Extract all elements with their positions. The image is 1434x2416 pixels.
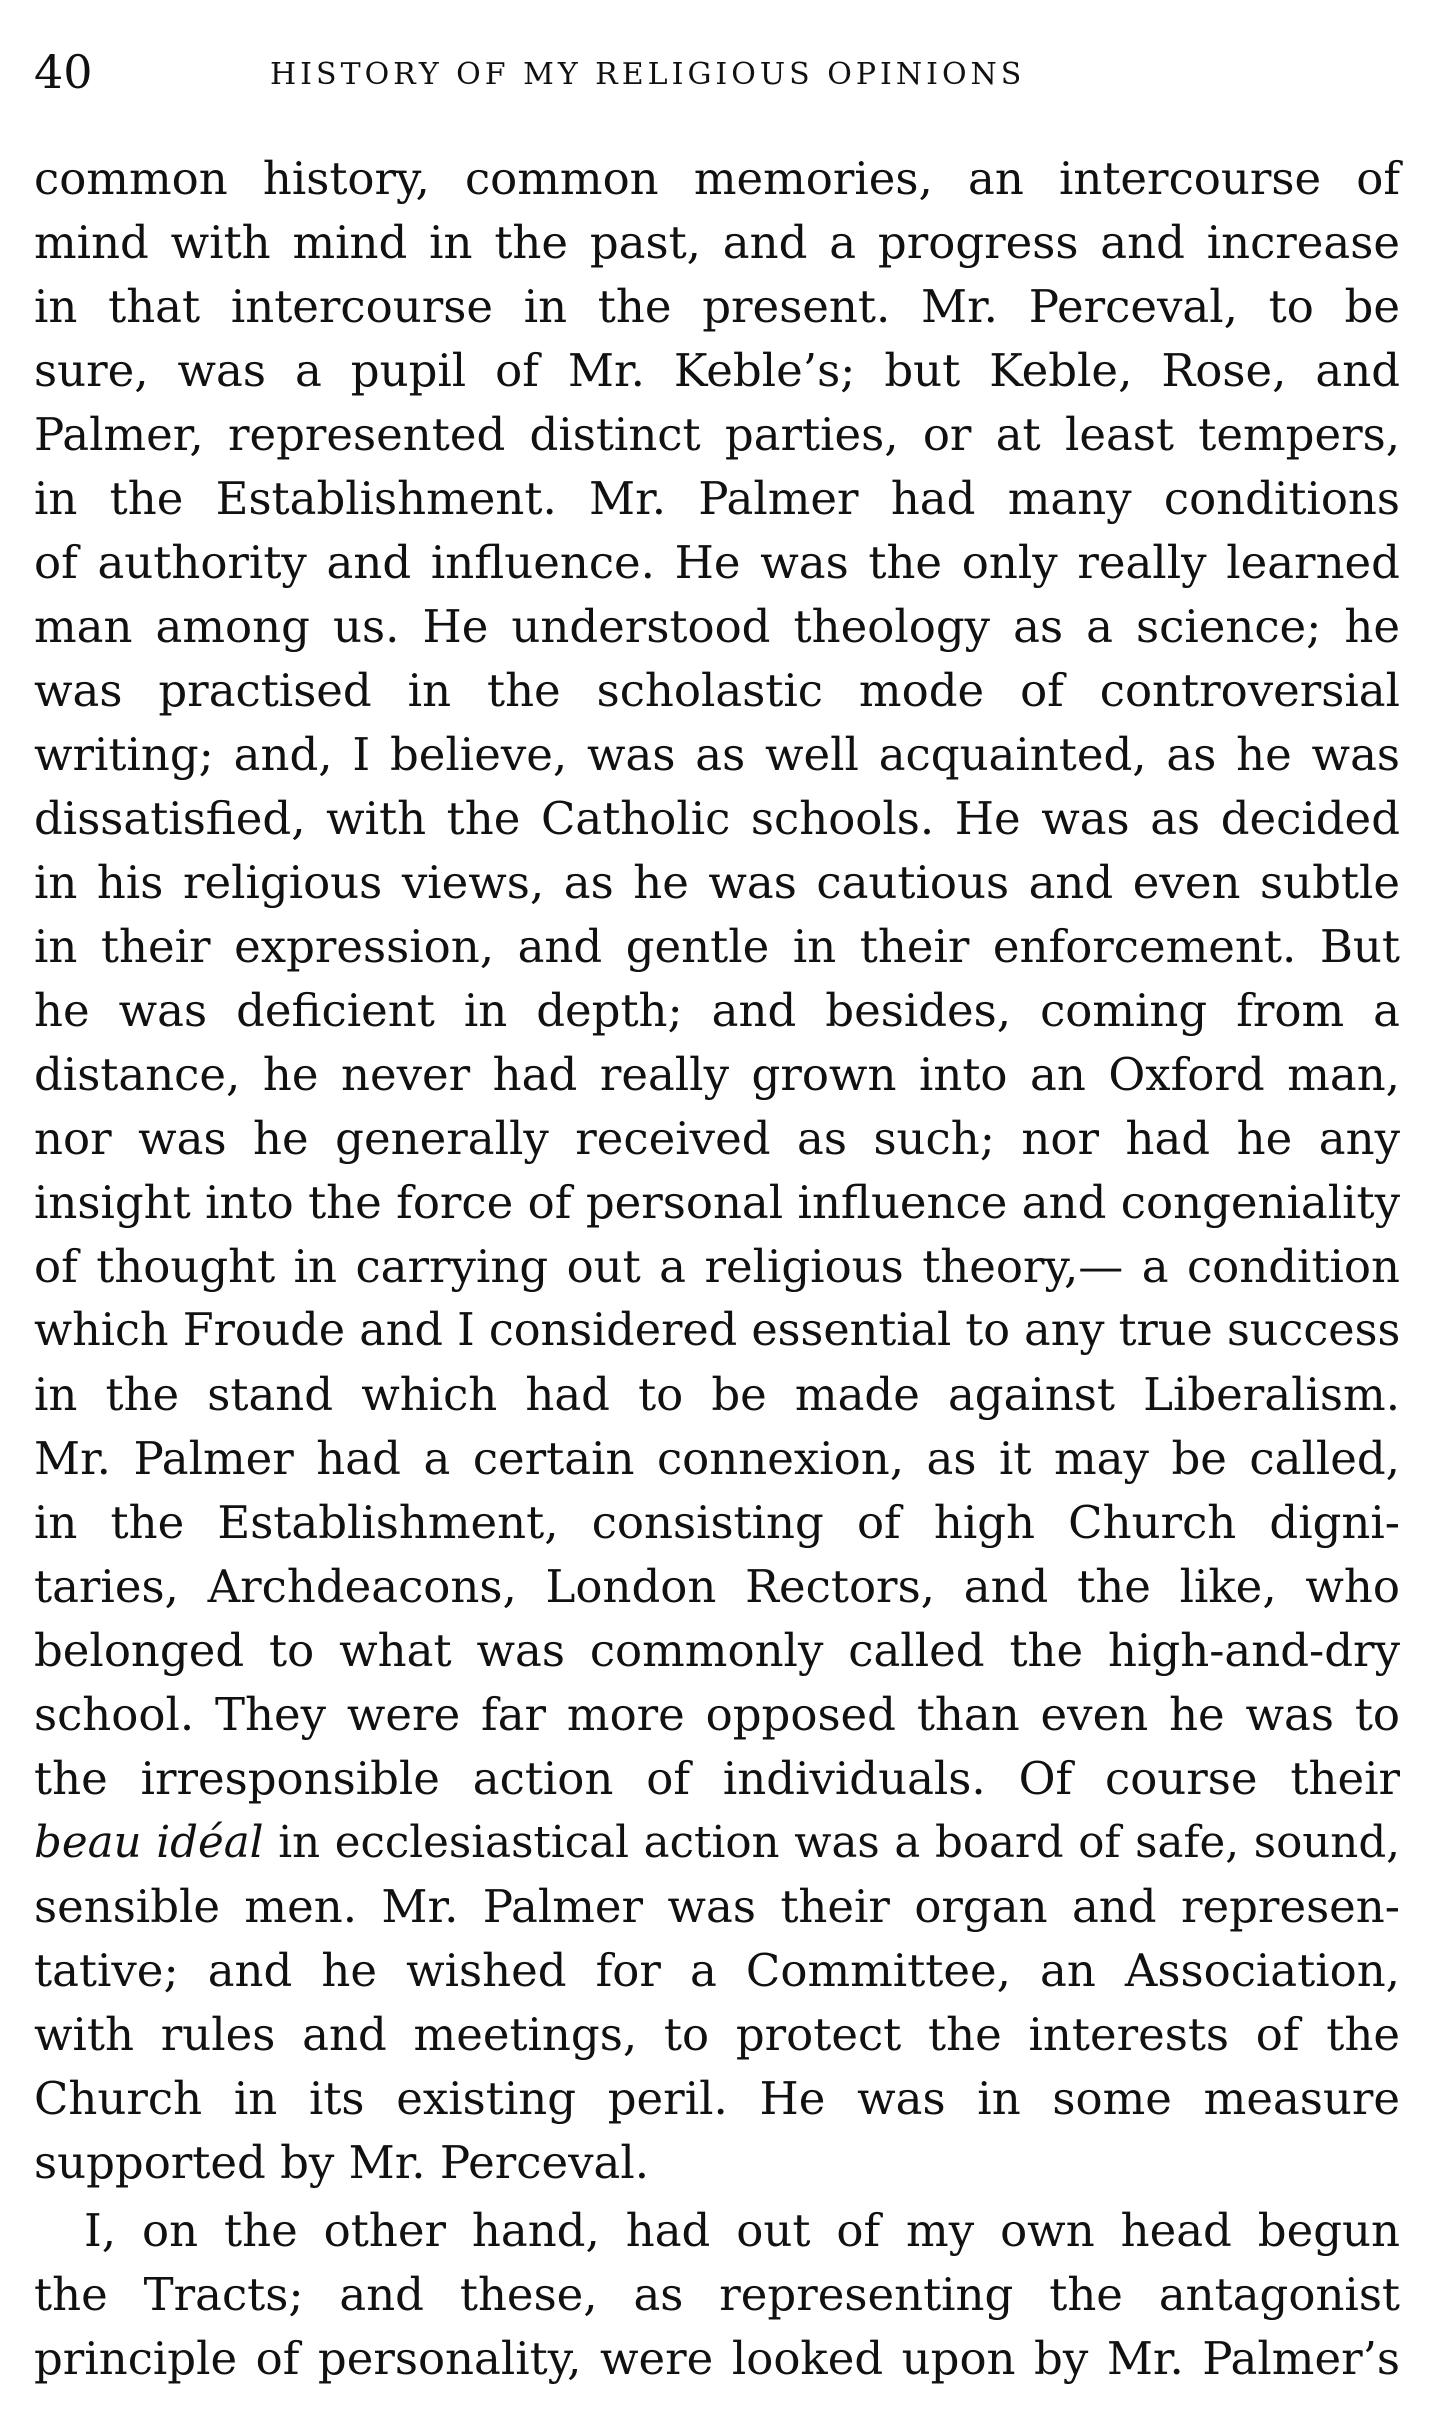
text-line: in their expression, and gentle in their enforcement. But	[34, 920, 1400, 973]
text-line: dissatisfied, with the Catholic schools. He was as decided	[34, 792, 1400, 845]
text-line: common history, common memories, an intercourse of	[34, 152, 1400, 205]
text-line: in the Establishment. Mr. Palmer had many conditions	[34, 472, 1400, 525]
text-line: sure, was a pupil of Mr. Keble’s; but Keble, Rose, and	[34, 344, 1400, 397]
running-title: HISTORY OF MY RELIGIOUS OPINIONS	[270, 57, 1026, 92]
paragraph-2	[34, 2199, 1400, 2391]
paragraph-1	[34, 147, 1400, 2195]
text-line: supported by Mr. Perceval.	[34, 2136, 650, 2189]
text-line: of thought in carrying out a religious theory,— a condition	[34, 1240, 1400, 1293]
text-line: writing; and, I believe, was as well acquainted, as he was	[34, 728, 1400, 781]
text-line: Palmer, represented distinct parties, or at least tempers,	[34, 408, 1400, 461]
text-line: Church in its existing peril. He was in some measure	[34, 2072, 1400, 2125]
text-run: in ecclesiastical action was a board of safe, sound,	[263, 1818, 1400, 1868]
text-line: taries, Archdeacons, London Rectors, and the like, who	[34, 1560, 1400, 1613]
running-head	[34, 42, 1400, 102]
text-line: the irresponsible action of individuals. Of course their	[34, 1752, 1400, 1805]
text-line: in the stand which had to be made against Liberalism.	[34, 1368, 1400, 1421]
text-line: the Tracts; and these, as representing the antagonist	[34, 2268, 1400, 2321]
text-line: sensible men. Mr. Palmer was their organ and represen-	[34, 1880, 1400, 1933]
body-text	[34, 147, 1400, 2391]
text-line: in that intercourse in the present. Mr. Perceval, to be	[34, 280, 1400, 333]
text-line: I, on the other hand, had out of my own head begun	[84, 2204, 1400, 2257]
page-number: 40	[34, 45, 93, 99]
text-line: distance, he never had really grown into an Oxford man,	[34, 1048, 1400, 1101]
text-line: which Froude and I considered essential to any true success	[34, 1305, 1401, 1356]
text-line: in the Establishment, consisting of high Church digni-	[34, 1496, 1400, 1549]
text-line: school. They were far more opposed than even he was to	[34, 1688, 1400, 1741]
text-line: was practised in the scholastic mode of controversial	[34, 664, 1400, 717]
italic-phrase: beau idéal	[34, 1818, 264, 1868]
text-line: he was deficient in depth; and besides, coming from a	[34, 984, 1400, 1037]
text-line: tative; and he wished for a Committee, an Association,	[34, 1944, 1400, 1997]
text-line	[34, 1811, 1400, 1875]
text-line: of authority and influence. He was the only really learned	[34, 536, 1400, 589]
text-line: insight into the force of personal influence and congeniality	[34, 1176, 1400, 1229]
text-line: mind with mind in the past, and a progress and increase	[34, 216, 1400, 269]
text-line: belonged to what was commonly called the high-and-dry	[34, 1624, 1400, 1677]
text-line: principle of personality, were looked upon by Mr. Palmer’s	[34, 2332, 1400, 2385]
text-line: man among us. He understood theology as a science; he	[34, 600, 1400, 653]
text-line: with rules and meetings, to protect the interests of the	[34, 2008, 1400, 2061]
text-line: in his religious views, as he was cautious and even subtle	[34, 856, 1400, 909]
text-line: Mr. Palmer had a certain connexion, as it may be called,	[34, 1432, 1400, 1485]
text-line: nor was he generally received as such; nor had he any	[34, 1112, 1400, 1165]
